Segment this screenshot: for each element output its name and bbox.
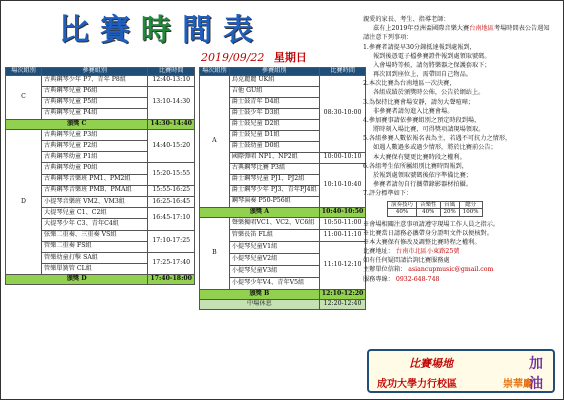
group-name: 爵士鼓青年 D4組 [229, 97, 319, 108]
table-header-row [200, 68, 366, 76]
contact-line [363, 247, 559, 256]
group-name: 爵士鼓兒童 D1組 [229, 130, 319, 141]
score-value: 40% [417, 209, 441, 216]
note-item: 本大賽保有變更比賽時段之權利。 [373, 153, 466, 161]
group-name: 小提琴兒童V1組 [229, 241, 319, 253]
email-label: 主辦單位信箱： [363, 266, 407, 274]
prize-row-c [6, 119, 195, 129]
notes-greeting: 親愛的家長、考生、指導老師： [363, 16, 450, 23]
group-name: 古典鋼琴音樂班 PM1、PM2組 [42, 174, 148, 185]
group-name: 聲樂獨唱VC1、VC2、VC6組 [229, 217, 319, 229]
score-header: 演奏技巧 [388, 202, 417, 209]
table-header-row [6, 68, 195, 76]
group-name: 烏克麗麗 UK組 [229, 75, 319, 86]
page-title [59, 7, 339, 47]
event-date: 2019/09/22 [201, 51, 265, 64]
note-item: 1.參賽者請提早30分鐘抵達報到處報到， [363, 43, 476, 51]
group-name: 管樂幼童打擊 SA組 [42, 252, 148, 263]
group-name: 古典鋼琴幼童 P1組 [42, 152, 148, 163]
group-name: 國際彈唱 NP1、NP2組 [229, 152, 319, 163]
group-name: 小提琴兒童V3組 [229, 265, 319, 277]
score-value: 20% [440, 209, 459, 216]
session-label-b: B [200, 217, 230, 289]
email-line [363, 265, 559, 274]
group-name: 爵士鼓兒童 D2組 [229, 119, 319, 130]
prize-label: 頒獎 A [200, 207, 320, 217]
prize-row-a [200, 207, 366, 217]
group-name: 管樂長笛 FL組 [229, 229, 319, 241]
note-item: 3.為保持比賽會場安靜，請勿大聲喧嘩； [363, 98, 475, 106]
title-char-4: 間 [182, 13, 213, 48]
schedule-table-right [199, 67, 366, 310]
score-header: 台風 [440, 202, 459, 209]
group-time: 10:50-11:00 [319, 217, 366, 229]
prize-time: 14:30-14:40 [148, 119, 195, 129]
group-name: 古典鋼琴比賽 P3組 [229, 163, 319, 174]
col-header-session: 場次組別 [200, 68, 230, 76]
prize-row-d [6, 275, 195, 285]
col-header-group: 參賽組別 [229, 68, 319, 76]
group-time: 17:10-17:25 [148, 230, 195, 252]
prize-label: 頒獎 B [200, 289, 320, 299]
cheer-text-1: 加 [529, 356, 543, 372]
session-label-d: D [6, 129, 42, 274]
group-name: 爵士鼓少年 D3組 [229, 108, 319, 119]
group-name: 弦樂二重奏、三重奏 VS組 [42, 230, 148, 241]
group-name: 管樂二重奏 FS組 [42, 241, 148, 252]
group-time: 13:10-14:30 [148, 86, 195, 119]
phone-number: 0932-648-748 [395, 275, 440, 283]
group-time: 11:00-11:10 [319, 229, 366, 241]
group-time: 12:40-13:10 [148, 75, 195, 86]
notes-intro-region: 台南地區 [469, 25, 494, 33]
group-name: 小提琴兒童V2組 [229, 253, 319, 265]
group-name: 古典鋼琴少年 P7、青年 P8組 [42, 75, 148, 86]
footer-item: ※比賽當日請務必攜帶身分證明文件以便核對。 [363, 229, 493, 237]
group-name: 吉他 GU組 [229, 86, 319, 97]
contact-address: 台南市北區小東路25號 [395, 248, 460, 256]
footer-item: ※本大賽保有修改及調整比賽時程之權利。 [363, 238, 481, 246]
note-item: 2.本次比賽為台南地區一次決賽， [363, 80, 456, 88]
note-item: 6.各組考生依所屬組別比賽時間報到， [363, 162, 468, 170]
cheer-text-2: 油 [529, 376, 543, 392]
group-name: 古典鋼琴兒童 P2組 [42, 141, 148, 152]
group-time: 08:30-10:00 [319, 75, 366, 152]
session-label-a: A [200, 75, 230, 207]
score-header: 總分 [459, 202, 482, 209]
notes-intro-prefix: 茲有上2019年亞洲盃國際音樂大賽 [373, 25, 470, 33]
note-item: 再次回到座位上，需帶回自己物品。 [373, 71, 472, 79]
title-char-1: 比 [59, 13, 90, 48]
phone-label: 服務專線： [363, 275, 394, 283]
group-name: 爵士鋼琴兒童 PJ1、PJ2組 [229, 174, 319, 185]
event-weekday: 星期日 [273, 51, 307, 64]
table-row [200, 75, 366, 86]
prize-time: 17:40-18:00 [148, 275, 195, 285]
group-name: 古典鋼琴兒童 P6組 [42, 86, 148, 97]
note-item: 入會場時等候，請勿將樂器之保護套取下； [373, 61, 491, 69]
score-value-row [388, 209, 483, 216]
notes-ask: 請注意下列事項： [363, 34, 413, 42]
group-name: 爵士鼓幼童 D0組 [229, 141, 319, 152]
group-name: 鋼琴演奏 P50-P56組 [229, 196, 319, 207]
footer-item: ※會場相關注意事項請遵守現場工作人員之指示。 [363, 220, 500, 228]
venue-hall: 崇華廳 [503, 379, 533, 390]
group-time: 11:10-12:10 [319, 241, 366, 289]
score-table [387, 201, 483, 216]
group-name: 古典鋼琴兒童 P3組 [42, 129, 148, 140]
note-item: 非參賽者請勿進入比賽會場。 [373, 107, 454, 115]
group-time: 15:20-15:55 [148, 163, 195, 185]
group-name: 古典鋼琴音樂班 PMB、PMA組 [42, 185, 148, 196]
notes-panel [363, 15, 559, 315]
schedule-table-left [5, 67, 195, 285]
group-name: 小提琴少年V4、青年V5組 [229, 277, 319, 289]
lunch-label: 中場休息 [200, 299, 320, 309]
group-name: 小提琴音樂班 VM2、VM3組 [42, 196, 148, 207]
note-item: 於報到處領取號碼後依序準備比賽； [373, 171, 472, 179]
title-char-2: 賽 [100, 13, 131, 48]
date-line [201, 49, 361, 63]
notes-intro [363, 24, 559, 33]
score-value: 100% [459, 209, 482, 216]
group-name: 管樂單簧管 CL組 [42, 264, 148, 275]
venue-place: 成功大學力行校區 [377, 379, 457, 390]
score-header: 音樂性 [417, 202, 441, 209]
group-time: 15:55-16:25 [148, 185, 195, 196]
venue-box [367, 349, 555, 393]
group-name: 大提琴少年 C3、青年C4組 [42, 219, 148, 230]
note-item: 各組成績於頒獎時公佈，公告於網站上。 [373, 89, 485, 97]
phone-line [363, 275, 559, 284]
group-time: 16:45-17:10 [148, 208, 195, 230]
note-item: 如遇人數過多或過少情形，將於比賽前公告； [373, 144, 497, 152]
group-time: 16:25-16:45 [148, 196, 195, 207]
note-item: 4.參加賽事請依參賽組別之預定時段到場， [363, 116, 481, 124]
venue-label: 比賽場地 [409, 357, 453, 370]
note-item: 報到後憑電子檔參賽證件報到處領取號碼。 [373, 52, 491, 60]
lunch-break-row [200, 299, 366, 309]
group-name: 古典鋼琴兒童 P4組 [42, 108, 148, 119]
note-item: 5.各組參賽人數依報名表為主，若遇不可抗力之情形， [363, 135, 512, 143]
contact-extra: 如有任何疑問請洽詢比賽服務處 [363, 257, 450, 265]
group-time: 14:40-15:20 [148, 129, 195, 163]
title-char-3: 時 [141, 13, 172, 48]
prize-time: 10:40-10:50 [319, 207, 366, 217]
lunch-time: 12:20-12:40 [319, 299, 366, 309]
col-header-group: 參賽組別 [42, 68, 148, 76]
col-header-time: 比賽時間 [319, 68, 366, 76]
group-name: 爵士鋼琴少年 PJ3、青年PJ4組 [229, 185, 319, 196]
col-header-session: 場次組別 [6, 68, 42, 76]
prize-row-b [200, 289, 366, 299]
group-name: 古典鋼琴兒童 P5組 [42, 97, 148, 108]
prize-label: 頒獎 C [6, 119, 148, 129]
group-time: 10:00-10:10 [319, 152, 366, 163]
table-row [6, 75, 195, 86]
table-row [6, 129, 195, 140]
title-char-5: 表 [223, 13, 254, 48]
prize-label: 頒獎 D [6, 275, 148, 285]
col-header-time: 比賽時間 [148, 68, 195, 76]
email-link[interactable]: asiancupmusic@gmail.com [408, 266, 494, 274]
score-header-row [388, 202, 483, 209]
table-row [200, 217, 366, 229]
prize-time: 12:10-12:20 [319, 289, 366, 299]
note-item: 參賽者請勿自行攜帶錄影器材拍攝。 [373, 181, 472, 189]
note-item: 7.評分標準如下： [363, 190, 413, 198]
group-time: 17:25-17:40 [148, 252, 195, 274]
session-label-c: C [6, 75, 42, 119]
note-item: 將時刻入場比賽，可得獎項請現場領取。 [373, 126, 485, 134]
group-name: 古典鋼琴幼童 P0組 [42, 163, 148, 174]
group-time: 10:10-10:40 [319, 163, 366, 207]
score-value: 40% [388, 209, 417, 216]
group-name: 大提琴兒童 C1、C2組 [42, 208, 148, 219]
contact-label: 比賽地址： [363, 248, 394, 256]
notes-intro-suffix: 考場時間表公告週知 [493, 25, 550, 33]
